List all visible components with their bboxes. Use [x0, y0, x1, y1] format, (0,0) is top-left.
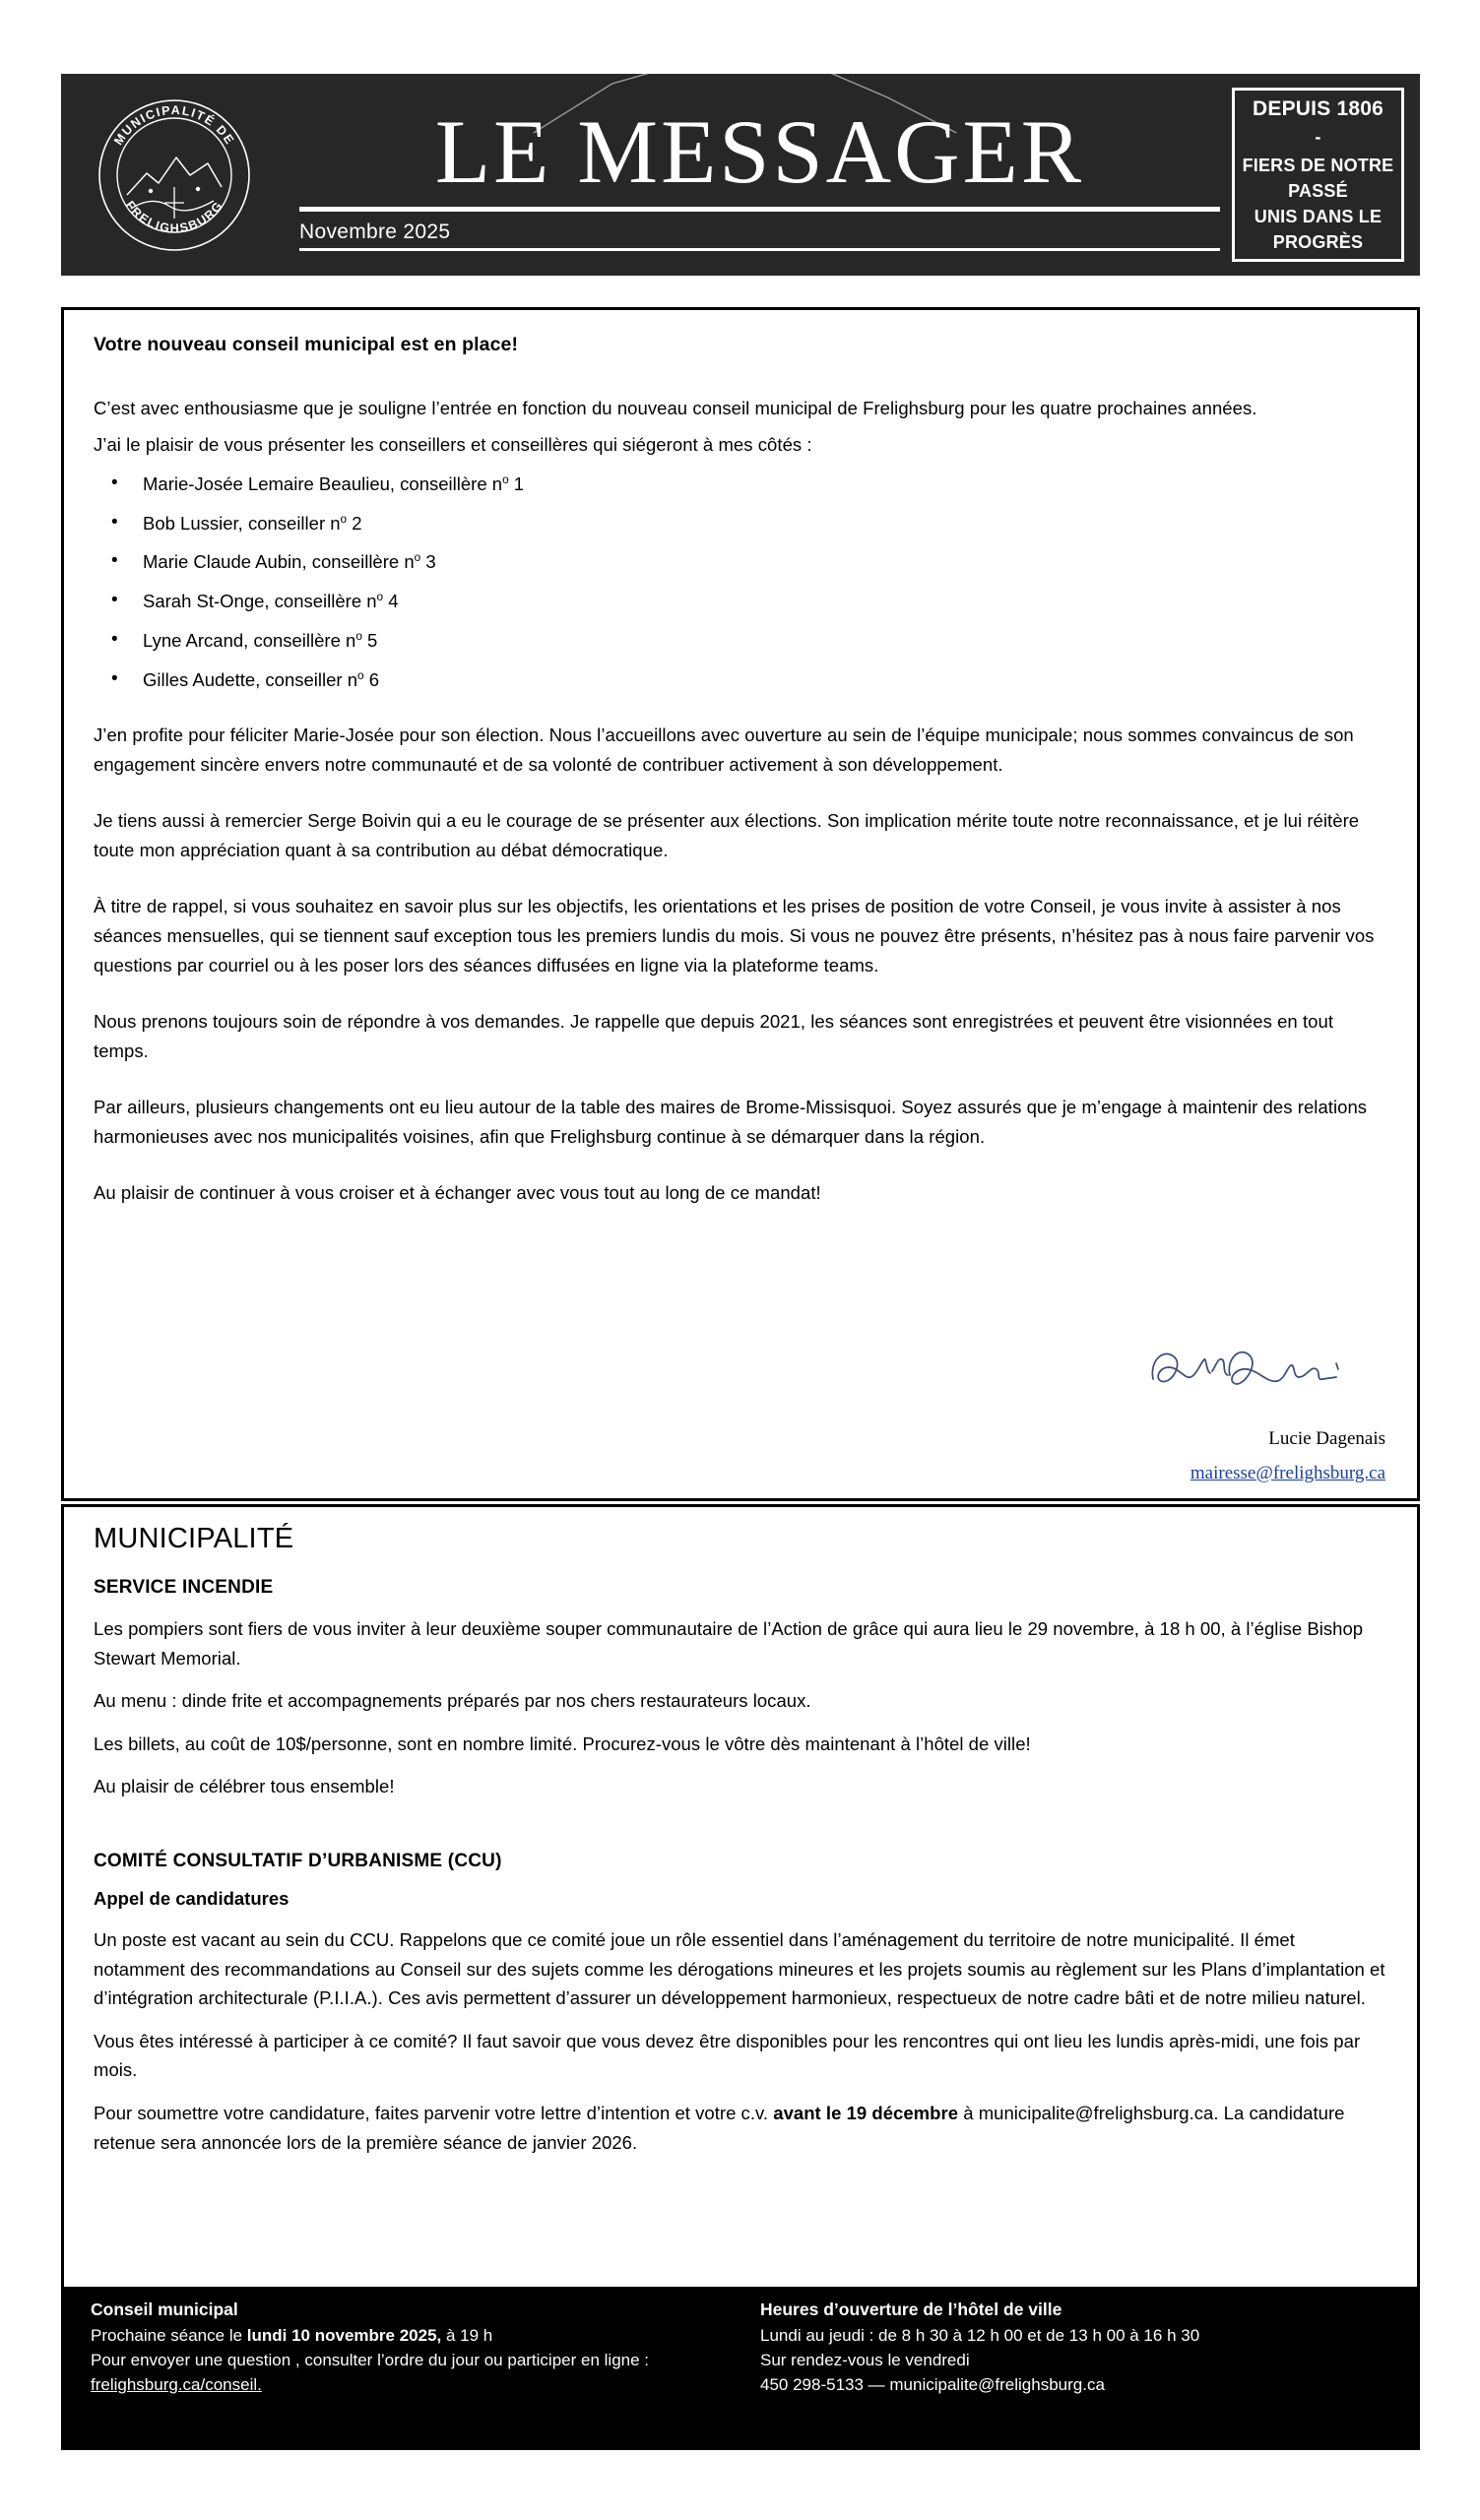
motto-box — [1232, 88, 1404, 262]
letter-paragraph-1: C’est avec enthousiasme que je souligne l’entrée en fonction du nouveau conseil municipal de Frelighsburg pour les quatre prochaines années. — [94, 398, 1257, 418]
council-website-link[interactable]: frelighsburg.ca/conseil. — [91, 2374, 262, 2394]
footer-hours-weekdays: Lundi au jeudi : de 8 h 30 à 12 h 00 et de 13 h 00 à 16 h 30 — [760, 2326, 1200, 2345]
council-member-name: Sarah St-Onge, conseillère n — [143, 591, 377, 612]
section-spacer — [94, 1815, 1387, 1851]
council-seat-number: 3 — [425, 551, 436, 573]
letter-paragraph-3: J’en profite pour féliciter Marie-Josée pour son élection. Nous l’accueillons avec ouverture au sein de l’équipe municipale; nous sommes convaincus de son engagement sincère envers notre communauté et de sa volonté de contribuer activement à son développement. — [94, 724, 1354, 776]
list-item — [94, 510, 1387, 537]
motto-dash: - — [1315, 127, 1321, 148]
letter-paragraph-5: À titre de rappel, si vous souhaitez en savoir plus sur les objectifs, les orientations et les prises de position de votre Conseil, je vous invite à assister à nos séances mensuelles, qui se tiennent sauf exception tous les premiers lundis du mois. Si vous ne pouvez être présents, n’hésitez pas à nous faire parvenir vos questions par courriel ou à les poser lors des séances diffusées en ligne via la plateforme teams. — [94, 896, 1375, 976]
ccu-deadline-date: avant le 19 décembre — [773, 2102, 959, 2123]
municipalite-section — [61, 1504, 1420, 2287]
letter-paragraph-2: J’ai le plaisir de vous présenter les conseillers et conseillères qui siégeront à mes côtés : — [94, 433, 812, 455]
council-seat-number: 4 — [388, 591, 399, 612]
motto-line-3: UNIS DANS LE — [1254, 207, 1383, 227]
council-member-name: Lyne Arcand, conseillère n — [143, 629, 356, 651]
next-meeting-date: lundi 10 novembre 2025, — [246, 2326, 442, 2345]
footer-heading-hours: Heures d’ouverture de l’hôtel de ville — [760, 2300, 1062, 2319]
council-seat-number: 6 — [368, 668, 380, 690]
municipality-crest-icon — [92, 93, 257, 258]
masthead — [61, 74, 1420, 276]
svg-text:FRELIGHSBURG: FRELIGHSBURG — [122, 197, 226, 235]
list-item — [94, 471, 1387, 498]
subsection-heading-fire: SERVICE INCENDIE — [94, 1577, 274, 1598]
letter-headline: Votre nouveau conseil municipal est en place! — [94, 334, 519, 355]
ccu-paragraph-3 — [94, 2099, 1387, 2157]
masthead-center — [288, 74, 1232, 276]
signer-name: Lucie Dagenais — [1268, 1428, 1385, 1449]
council-members-list — [94, 471, 1387, 694]
ordinal-marker: o — [502, 472, 509, 486]
footer-council-instructions: Pour envoyer une question , consulter l’ordre du jour ou participer en ligne : — [91, 2350, 650, 2369]
ordinal-marker: o — [340, 511, 348, 526]
letter-paragraph-6: Nous prenons toujours soin de répondre à vos demandes. Je rappelle que depuis 2021, les séances sont enregistrées et peuvent être visionnées en tout temps. — [94, 1011, 1334, 1062]
fire-paragraph-2: Au menu : dinde frite et accompagnements préparés par nos chers restaurateurs locaux. — [94, 1690, 811, 1712]
fire-paragraph-3: Les billets, au coût de 10$/personne, sont en nombre limité. Procurez-vous le vôtre dès maintenant à l’hôtel de ville! — [94, 1732, 1031, 1754]
list-item — [94, 627, 1387, 655]
list-item — [94, 588, 1387, 615]
ccu-paragraph-2: Vous êtes intéressé à participer à ce comité? Il faut savoir que vous devez être disponibles pour les rencontres qui ont lieu les lundis après-midi, une fois par mois. — [94, 2030, 1361, 2081]
ccu-subheading: Appel de candidatures — [94, 1887, 290, 1909]
svg-text:MUNICIPALITÉ DE: MUNICIPALITÉ DE — [111, 102, 237, 148]
subsection-heading-ccu: COMITÉ CONSULTATIF D’URBANISME (CCU) — [94, 1850, 502, 1871]
ordinal-marker: o — [355, 628, 362, 643]
masthead-logo — [61, 74, 288, 276]
list-item — [94, 548, 1387, 576]
motto-line-1: FIERS DE NOTRE — [1242, 155, 1394, 175]
section-title-municipalite: MUNICIPALITÉ — [94, 1523, 294, 1554]
ccu-deadline-text-before: Pour soumettre votre candidature, faites parvenir votre lettre d’intention et votre c.v. — [94, 2102, 774, 2123]
footer-contact: 450 298-5133 — municipalite@frelighsburg.ca — [760, 2374, 1105, 2394]
council-member-name: Gilles Audette, conseiller n — [143, 668, 358, 690]
letter-paragraph-8: Au plaisir de continuer à vous croiser et à échanger avec vous tout au long de ce mandat! — [94, 1182, 821, 1204]
council-seat-number: 5 — [367, 629, 378, 651]
letter-paragraph-7: Par ailleurs, plusieurs changements ont eu lieu autour de la table des maires de Brome-Missisquoi. Soyez assurés que je m’engage à maintenir des relations harmonieuses avec nos municipalités voisines, afin que Frelighsburg continue à se démarquer dans la région. — [94, 1097, 1368, 1148]
council-member-name: Marie-Josée Lemaire Beaulieu, conseillère n — [143, 472, 503, 494]
ccu-deadline-text-after: à municipalite@frelighsburg.ca. La candidature retenue sera annoncée lors de la première séance de janvier 2026. — [94, 2102, 1345, 2153]
ccu-paragraph-1: Un poste est vacant au sein du CCU. Rappelons que ce comité joue un rôle essentiel dans l’aménagement du territoire de notre municipalité. Il émet notamment des recommandations au Conseil sur des sujets comme les dérogations mineures et les projets soumis au règlement sur les Plans d’implantation et d’intégration architecturale (P.I.I.A.). Ces avis permettent d’assurer un développement harmonieux, respectueux de notre cadre bâti et de notre milieu naturel. — [94, 1928, 1385, 2009]
issue-date: Novembre 2025 — [299, 220, 451, 243]
footer-council-column — [91, 2300, 721, 2440]
footer-hours-friday: Sur rendez-vous le vendredi — [760, 2350, 970, 2369]
fire-paragraph-1: Les pompiers sont fiers de vous inviter à leur deuxième souper communautaire de l’Action de grâce qui aura lieu le 29 novembre, à 18 h 00, à l’église Bishop Stewart Memorial. — [94, 1618, 1364, 1669]
motto-line-2: PASSÉ — [1288, 181, 1348, 202]
signature-block — [1061, 1338, 1385, 1484]
motto-line-4: PROGRÈS — [1272, 232, 1364, 253]
council-seat-number: 1 — [513, 472, 525, 494]
motto-since: DEPUIS 1806 — [1253, 96, 1383, 120]
footer-hours-column — [721, 2300, 1390, 2440]
ordinal-marker: o — [376, 590, 384, 604]
ordinal-marker: o — [414, 550, 421, 565]
next-meeting-time: à 19 h — [441, 2326, 493, 2345]
footer-heading-council: Conseil municipal — [91, 2300, 238, 2319]
letter-paragraph-4: Je tiens aussi à remercier Serge Boivin qui a eu le courage de se présenter aux élections. Son implication mérite toute notre reconnaissance, et je lui réitère toute mon appréciation quant à sa contribution au débat démocratique. — [94, 810, 1360, 861]
rule-bottom — [299, 248, 1220, 251]
page-footer — [61, 2287, 1420, 2450]
council-seat-number: 2 — [352, 512, 362, 534]
fire-paragraph-4: Au plaisir de célébrer tous ensemble! — [94, 1776, 395, 1797]
list-item — [94, 666, 1387, 694]
masthead-rules — [299, 207, 1220, 251]
footer-next-meeting — [91, 2324, 721, 2349]
rule-top — [299, 207, 1220, 212]
mayor-letter-section — [61, 307, 1420, 1501]
page-title: LE MESSAGER — [434, 101, 1085, 203]
council-member-name: Bob Lussier, conseiller n — [143, 512, 341, 534]
handwritten-signature-icon — [1061, 1338, 1385, 1409]
next-meeting-prefix: Prochaine séance le — [91, 2326, 247, 2345]
ordinal-marker: o — [357, 667, 364, 682]
council-member-name: Marie Claude Aubin, conseillère n — [143, 551, 415, 573]
mayor-email-link[interactable]: mairesse@frelighsburg.ca — [1190, 1463, 1385, 1483]
